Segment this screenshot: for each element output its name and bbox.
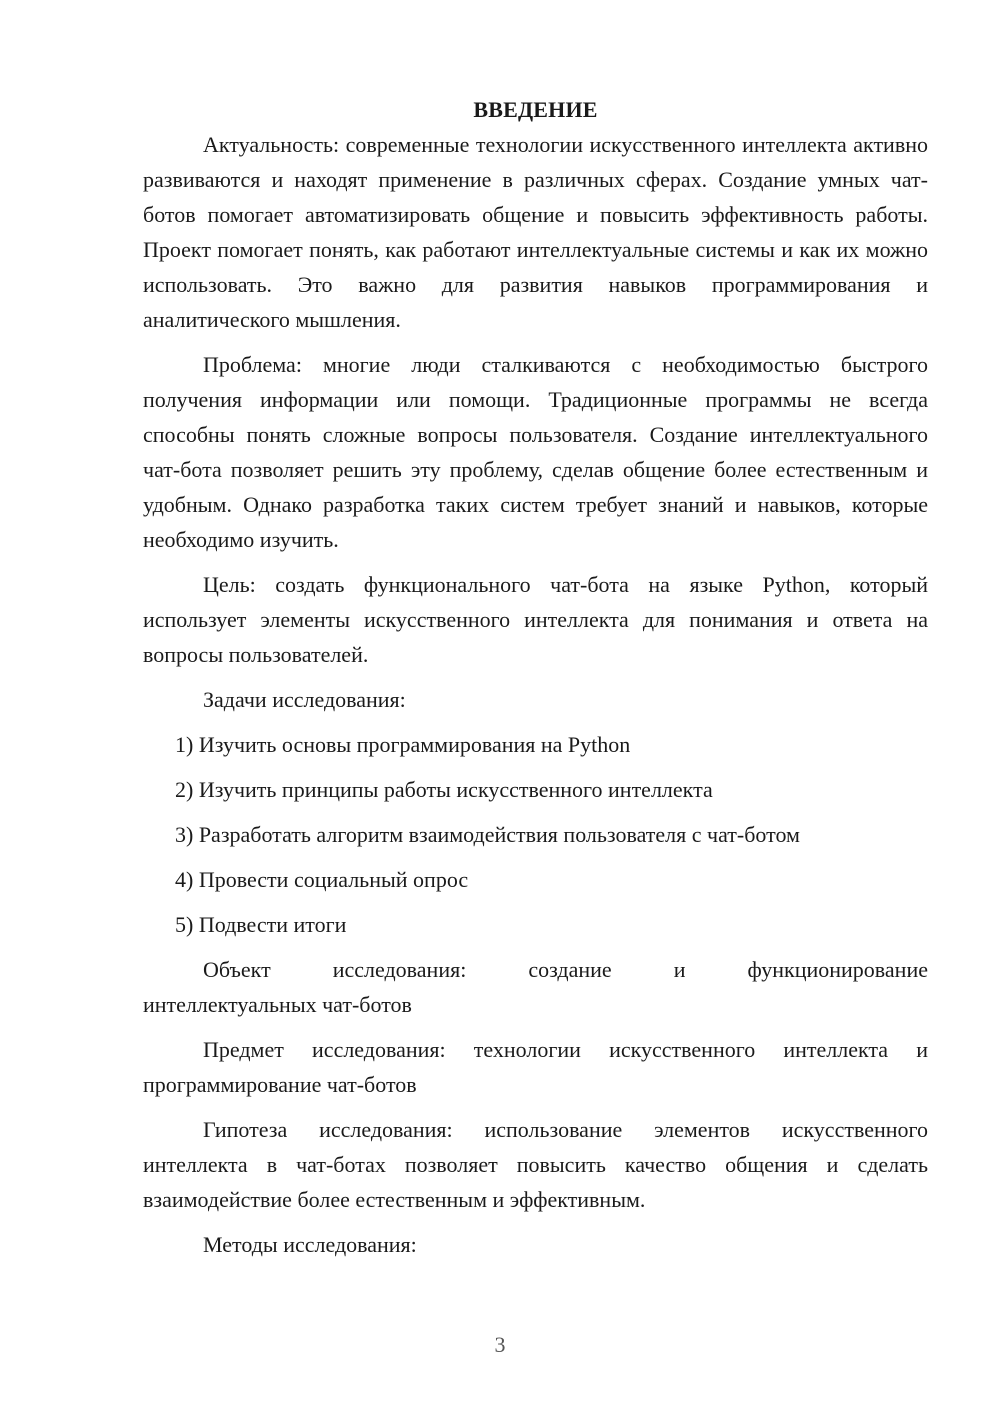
paragraph-problem: Проблема: многие люди сталкиваются с необходимостью быстрого получения информации или помощи. Традиционные программы не всегда способны понять сложные вопросы пользователя. Создание интеллектуального чат-бота позволяет решить эту проблему, сделав общение более естественным и удобным. Однако разработка таких систем требует знаний и навыков, которые необходимо изучить. <box>143 352 928 552</box>
task-item-4: 4) Провести социальный опрос <box>175 867 469 892</box>
section-heading: ВВЕДЕНИЕ <box>473 97 598 122</box>
methods-title: Методы исследования: <box>203 1232 417 1257</box>
paragraph-goal: Цель: создать функционального чат-бота на языке Python, который использует элементы искусственного интеллекта для понимания и ответа на вопросы пользователей. <box>143 572 928 667</box>
page-number: 3 <box>494 1332 506 1357</box>
object-line-2: интеллектуальных чат-ботов <box>143 992 412 1017</box>
paragraph-subject: Предмет исследования: технологии искусственного интеллекта и программирование чат-ботов <box>143 1037 928 1097</box>
document-page <box>143 92 928 1272</box>
tasks-title: Задачи исследования: <box>203 687 406 712</box>
task-item-5: 5) Подвести итоги <box>175 912 347 937</box>
paragraph-relevance: Актуальность: современные технологии искусственного интеллекта активно развиваются и находят применение в различных сферах. Создание умных чат-ботов помогает автоматизировать общение и повысить эффективность работы. Проект помогает понять, как работают интеллектуальные системы и как их можно использовать. Это важно для развития навыков программирования и аналитического мышления. <box>143 132 928 332</box>
paragraph-hypothesis: Гипотеза исследования: использование элементов искусственного интеллекта в чат-ботах позволяет повысить качество общения и сделать взаимодействие более естественным и эффективным. <box>143 1117 928 1212</box>
paragraph-object <box>143 952 928 1022</box>
object-line-1: Объект исследования: создание и функционирование <box>203 957 928 982</box>
task-item-3: 3) Разработать алгоритм взаимодействия пользователя с чат-ботом <box>175 822 800 847</box>
task-item-1: 1) Изучить основы программирования на Python <box>175 732 631 757</box>
task-item-2: 2) Изучить принципы работы искусственного интеллекта <box>175 777 713 802</box>
